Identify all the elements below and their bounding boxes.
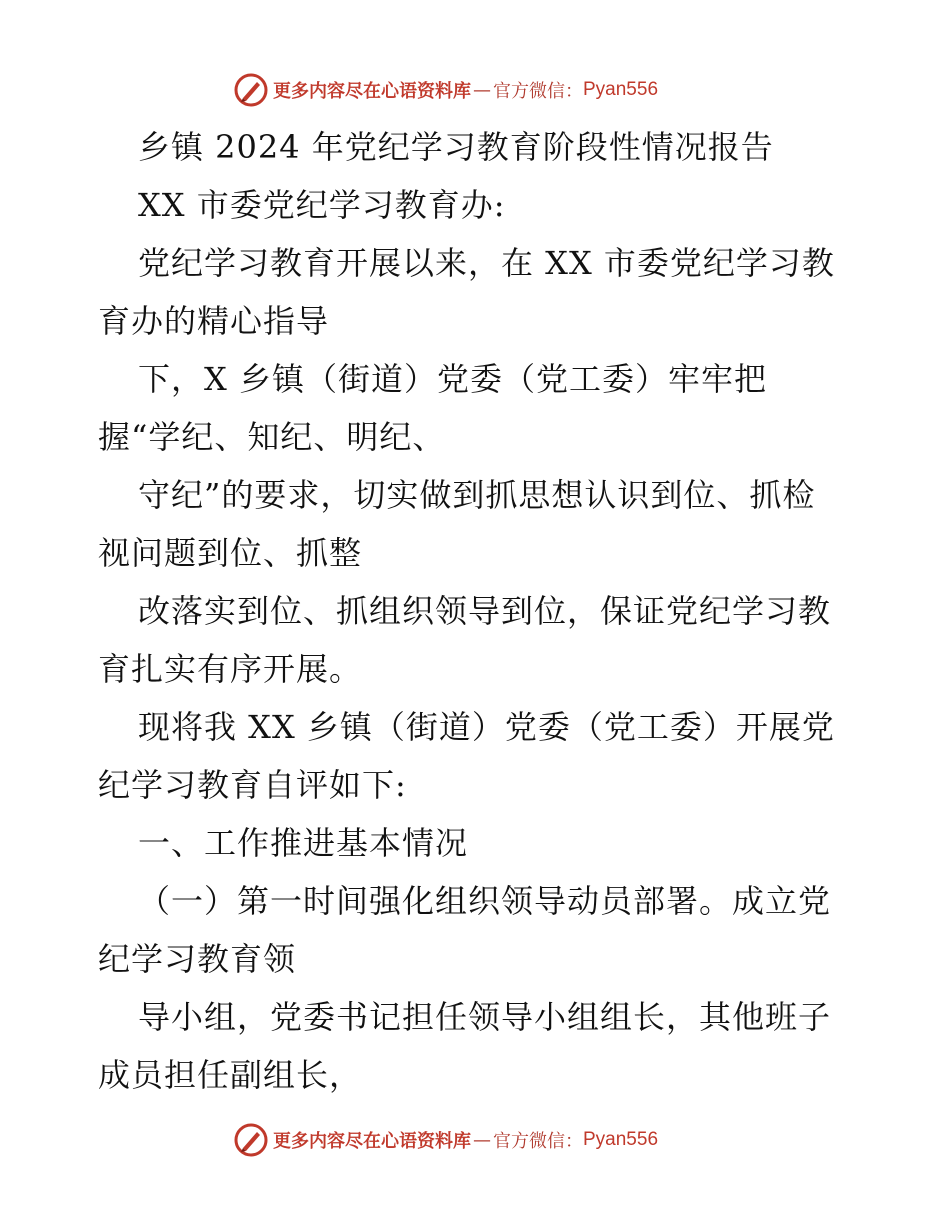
body-line: 现将我 XX 乡镇（街道）党委（党工委）开展党 bbox=[138, 708, 835, 746]
section-heading: 一、工作推进基本情况 bbox=[138, 824, 469, 862]
watermark-text: 更多内容尽在心语资料库 bbox=[273, 81, 471, 102]
body-line: 纪学习教育领 bbox=[98, 940, 297, 978]
body-line: 改落实到位、抓组织领导到位，保证党纪学习教 bbox=[138, 592, 832, 630]
pen-logo-icon bbox=[233, 1122, 269, 1158]
subsection-heading: （一）第一时间强化组织领导动员部署。成立党 bbox=[138, 882, 832, 920]
document-title: 乡镇 2024 年党纪学习教育阶段性情况报告 bbox=[138, 128, 774, 166]
body-line: 纪学习教育自评如下: bbox=[98, 766, 407, 804]
body-line: 守纪”的要求，切实做到抓思想认识到位、抓检 bbox=[138, 476, 816, 514]
watermark-wechat-label: 官方微信： bbox=[493, 1131, 583, 1152]
watermark-separator: — bbox=[473, 79, 491, 101]
watermark-wechat-id: Pyan556 bbox=[583, 1129, 659, 1150]
body-line: 党纪学习教育开展以来，在 XX 市委党纪学习教 bbox=[138, 244, 835, 282]
body-line: 握“学纪、知纪、明纪、 bbox=[98, 418, 446, 456]
watermark-separator: — bbox=[473, 1129, 491, 1151]
watermark-wechat-label: 官方微信： bbox=[493, 81, 583, 102]
watermark-banner-top bbox=[233, 70, 658, 110]
watermark-text: 更多内容尽在心语资料库 bbox=[273, 1131, 471, 1152]
body-line: 导小组，党委书记担任领导小组组长，其他班子 bbox=[138, 998, 832, 1036]
body-line: 育办的精心指导 bbox=[98, 302, 330, 340]
pen-logo-icon bbox=[233, 72, 269, 108]
watermark-banner-bottom bbox=[233, 1120, 658, 1160]
watermark-wechat-id: Pyan556 bbox=[583, 79, 659, 100]
document-body bbox=[98, 118, 868, 1104]
body-line: 成员担任副组长， bbox=[98, 1056, 363, 1094]
body-line: 下，X 乡镇（街道）党委（党工委）牢牢把 bbox=[138, 360, 767, 398]
salutation: XX 市委党纪学习教育办: bbox=[138, 186, 506, 224]
body-line: 视问题到位、抓整 bbox=[98, 534, 363, 572]
body-line: 育扎实有序开展。 bbox=[98, 650, 363, 688]
